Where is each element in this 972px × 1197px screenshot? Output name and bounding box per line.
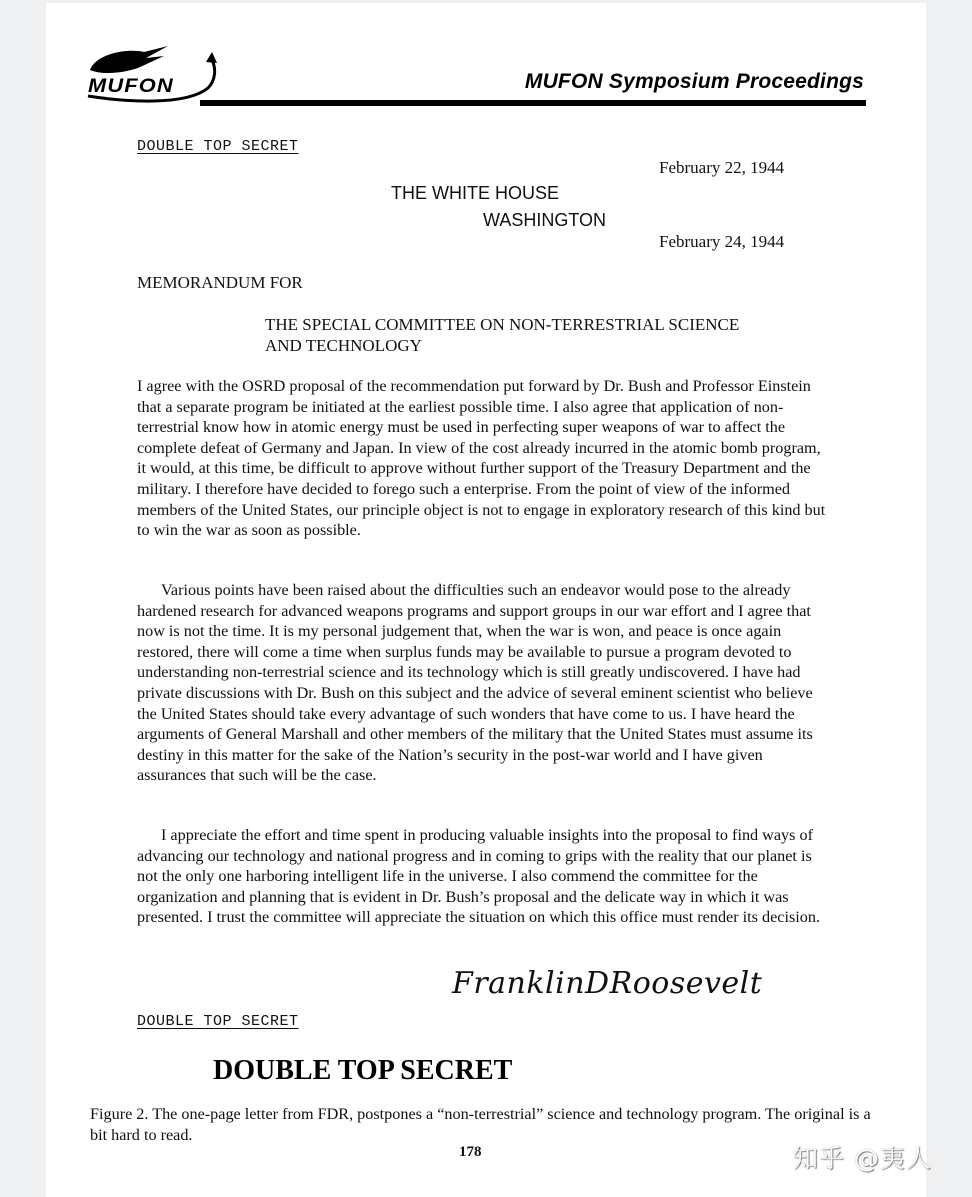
page-number: 178 — [459, 1144, 482, 1160]
addressee-line-1: THE SPECIAL COMMITTEE ON NON-TERRESTRIAL SCIENCE — [265, 315, 740, 334]
letter-paragraph-2: Various points have been raised about the difficulties such an endeavor would pose to the already hardened research for advanced weapons programs and support groups in our war effort and I agree that now is not the time. It is my personal judgement that, when the war is won, and peace is once again restored, there will come a time when surplus funds may be available to pursue a program devoted to understanding non-terrestrial science and its technology which is still greatly undiscovered. I have had private discussions with Dr. Bush on this subject and the advice of several eminent scientist who believe the United States should take every advantage of such wonders that have come to us. I have heard the arguments of General Marshall and other members of the military that the United States must assume its destiny in this matter for the sake of the Nation’s security in the post-war world and I have given assurances that such will be the case. — [137, 581, 813, 785]
signature: FranklinDRoosevelt — [452, 966, 763, 1001]
header-rule — [200, 100, 866, 106]
date-first: February 22, 1944 — [659, 158, 785, 177]
letter-paragraph-1: I agree with the OSRD proposal of the recommendation put forward by Dr. Bush and Professor Einstein that a separate program be initiated at the earliest possible time. I also agree that application of non-terrestrial know how in atomic energy must be used in perfecting super weapons of war to affect the complete defeat of Germany and Japan. In view of the cost already incurred in the atomic bomb program, it would, at this time, be difficult to approve without further support of the Treasury Department and the military. I therefore have decided to forego such a enterprise. From the point of view of the informed members of the United States, our principle object is not to engage in exploratory research of this kind but to win the war as soon as possible. — [137, 377, 826, 540]
addressee-line-2: AND TECHNOLOGY — [265, 336, 422, 355]
classification-top: DOUBLE TOP SECRET — [137, 138, 299, 155]
letter-paragraph-3: I appreciate the effort and time spent in producing valuable insights into the proposal to find ways of advancing our technology and national progress and in coming to grips with the reality that our planet is not the only one harboring intelligent life in the universe. I also commend the committee for the organization and planning that is evident in Dr. Bush’s proposal and the delicate way in which it was presented. I trust the committee will appreciate the situation on which this office must render its decision. — [137, 826, 820, 927]
publication-title: MUFON Symposium Proceedings — [524, 70, 864, 93]
addressee — [265, 314, 805, 356]
sender-line-2: WASHINGTON — [483, 210, 607, 230]
date-second: February 24, 1944 — [659, 232, 785, 251]
classification-bottom: DOUBLE TOP SECRET — [137, 1013, 299, 1030]
sender-line-1: THE WHITE HOUSE — [391, 183, 560, 203]
memo-for: MEMORANDUM FOR — [137, 273, 303, 292]
figure-caption: Figure 2. The one-page letter from FDR, postpones a “non-terrestrial” science and technology program. The original is a bit hard to read. — [90, 1105, 871, 1144]
watermark: 知乎 @夷人 — [793, 1144, 932, 1173]
logo-text: MUFON — [88, 76, 174, 97]
classification-large: DOUBLE TOP SECRET — [213, 1055, 513, 1086]
